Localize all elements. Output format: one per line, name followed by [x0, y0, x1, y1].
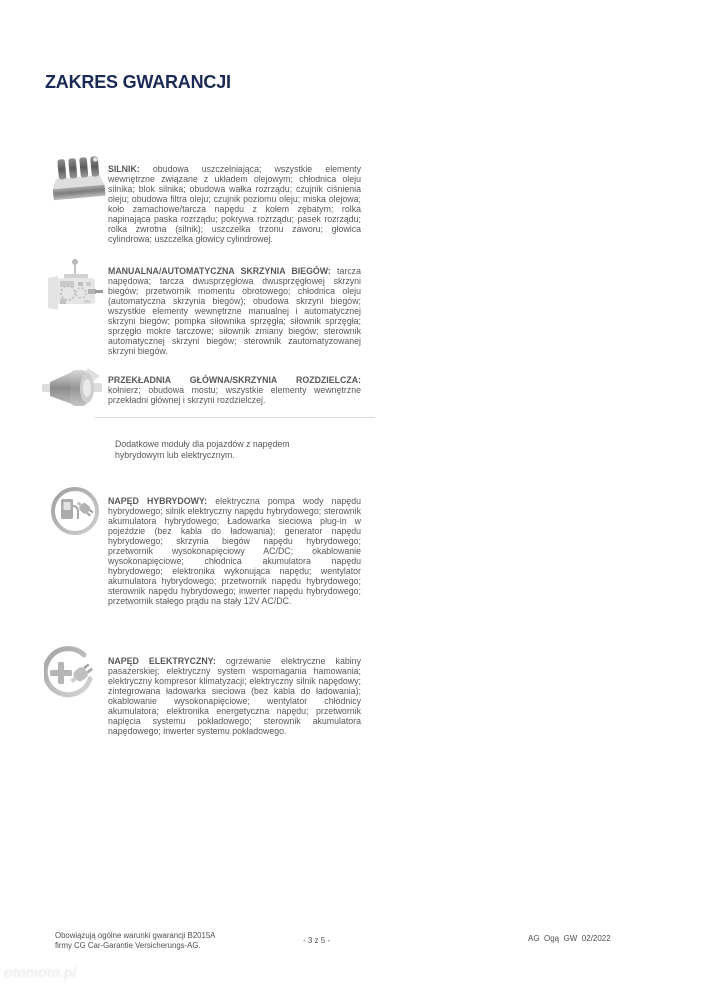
page-title: ZAKRES GWARANCJI	[45, 72, 231, 93]
footer-terms	[55, 931, 285, 950]
footer-terms-line1: Obowiązują ogólne warunki gwarancji B2015A	[55, 931, 216, 940]
page-indicator: - 3 z 5 -	[303, 936, 331, 945]
section-skrzynia-body: tarcza napędowa; tarcza dwusprzęgłowa dwusprzęgłowej skrzyni biegów; przetwornik momentu obrotowego; chłodnica oleju (automatyczna skrzynia biegów); obudowa skrzyni biegów; wszystkie elementy wewnętrzne manualnej i automatycznej skrzyni biegów; pompka siłownika sprzęgła; siłownik sprzęgła; sprzęgło mokre tarczowe; siłownik zmiany biegów; sterownik automatycznej skrzyni biegów; sterownik zautomatyzowanej skrzyni biegów.	[108, 265, 361, 356]
section-elektryczny-body: ogrzewanie elektryczne kabiny pasażerskiej; elektryczny system wspomagania hamowania; elektryczny kompresor klimatyzacji; elektryczny silnik napędowy; zintegrowana ładowarka sieciowa (bez kabla do ładowania); okablowanie wysokonapięciowe; wentylator chłodnicy akumulatora; elektronika energetyczna napędu; przetwornik napięcia systemu pokładowego; sterownik akumulatora napędowego; inwerter systemu pokładowego.	[108, 655, 361, 736]
section-silnik-body: obudowa uszczelniająca; wszystkie elementy wewnętrzne związane z układem olejowym; chłodnica oleju silnika; blok silnika; obudowa wałka rozrządu; czujnik ciśnienia oleju; obudowa filtra oleju; czujnik poziomu oleju; miska olejowa; koło zamachowe/tarcza napędu z kołem zębatym; rolka napinająca paska rozrządu; pokrywa rozrządu; pasek rozrządu; rolka zwrotna (silnik); uszczelka trzonu zaworu; głowica cylindrowa; uszczelka głowicy cylindrowej.	[108, 163, 361, 244]
hybrid-icon	[50, 486, 100, 541]
section-skrzynia-heading: MANUALNA/AUTOMATYCZNA SKRZYNIA BIEGÓW:	[108, 265, 331, 276]
section-przekladnia-heading: PRZEKŁADNIA GŁÓWNA/SKRZYNIA ROZDZIELCZA:	[108, 374, 361, 385]
section-hybrydowy-heading: NAPĘD HYBRYDOWY:	[108, 495, 208, 506]
section-hybrydowy-body: elektryczna pompa wody napędu hybrydowego; silnik elektryczny napędu hybrydowego; sterownik akumulatora hybrydowego; Ładowarka sieciowa plug-in w pojeździe (bez kabla do ładowania); generator napędu hybrydowego; skrzynia biegów napędu hybrydowego; przetwornik wysokonapięciowy AC/DC; okablowanie wysokonapięciowe; chłodnica akumulatora napędu hybrydowego; elektronika wykonująca napędu; wentylator akumulatora hybrydowego; przetwornik napędu hybrydowego; sterownik napędu hybrydowego; inwerter napędu hybrydowego; przetwornik stałego prądu na stały 12V AC/DC.	[108, 495, 361, 606]
section-skrzynia	[108, 266, 361, 356]
footer-terms-line2: firmy CG Car-Garantie Versicherungs-AG.	[55, 940, 201, 950]
differential-icon	[42, 366, 102, 415]
section-hybrydowy	[108, 496, 361, 606]
engine-icon	[50, 153, 106, 210]
document-code: AG Ogą GW 02/2022	[528, 934, 611, 943]
gearbox-icon	[44, 258, 104, 321]
electric-icon	[44, 646, 98, 705]
section-elektryczny-heading: NAPĘD ELEKTRYCZNY:	[108, 655, 216, 666]
section-przekladnia-body: kołnierz; obudowa mostu; wszystkie elementy wewnętrzne przekładni głównej i skrzyni rozdzielczej.	[108, 384, 361, 405]
section-elektryczny	[108, 656, 361, 736]
additional-modules-note: Dodatkowe moduły dla pojazdów z napędem hybrydowym lub elektrycznym.	[115, 438, 290, 460]
section-silnik-heading: SILNIK:	[108, 163, 140, 174]
section-przekladnia	[108, 375, 361, 405]
section-silnik	[108, 164, 361, 244]
section-divider	[95, 417, 375, 418]
watermark: otomoto.pl	[4, 964, 77, 980]
